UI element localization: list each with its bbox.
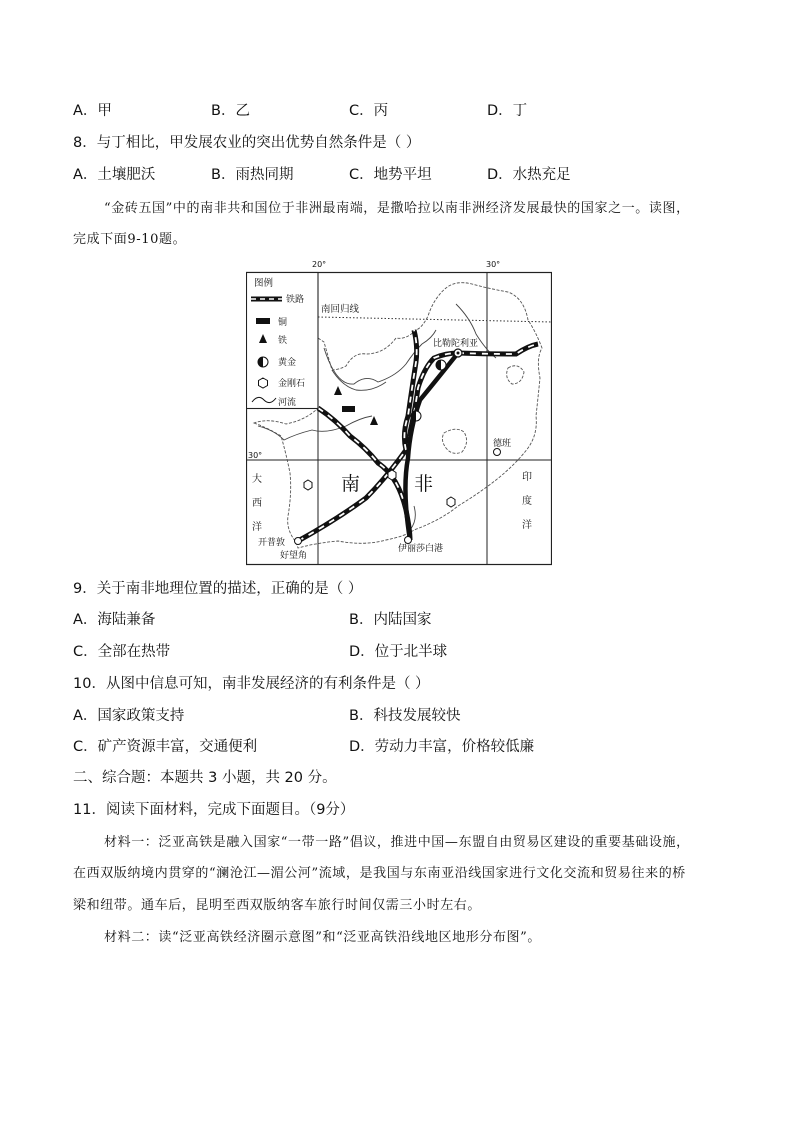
legend-gold-label: 黄金 xyxy=(278,358,297,368)
q7-option-d: D．丁 xyxy=(487,103,528,119)
q10-stem: 10．从图中信息可知，南非发展经济的有利条件是（ ） xyxy=(73,676,430,692)
capetown-marker xyxy=(295,538,302,545)
indian-label-2: 度 xyxy=(522,496,532,507)
q9-option-d: D．位于北半球 xyxy=(349,644,448,660)
q11-material-2: 材料二：读“泛亚高铁经济圈示意图”和“泛亚高铁沿线地区地形分布图”。 xyxy=(104,930,541,945)
q7-option-a: A．甲 xyxy=(73,103,112,119)
legend-copper-label: 铜 xyxy=(278,318,288,328)
durban-marker xyxy=(494,449,501,456)
legend-diamond-label: 金刚石 xyxy=(278,379,306,389)
q10-option-c: C．矿产资源丰富，交通便利 xyxy=(73,739,258,755)
indian-label-1: 印 xyxy=(522,472,532,483)
q9-stem: 9．关于南非地理位置的描述，正确的是（ ） xyxy=(73,581,363,597)
legend-rail-label: 铁路 xyxy=(286,295,305,305)
atlantic-label-1: 大 xyxy=(252,474,262,485)
q11-material-1-line-2: 在西双版纳境内贯穿的“澜沧江—湄公河”流域，是我国与东南亚沿线国家进行文化交流和贸易往来的桥 xyxy=(73,866,686,881)
legend-iron-label: 铁 xyxy=(278,336,288,346)
pretoria-label: 比勒陀利亚 xyxy=(433,339,479,349)
lon-30-label: 30° xyxy=(486,260,501,269)
q9-option-a: A．海陆兼备 xyxy=(73,612,156,628)
diamond-symbol xyxy=(447,497,455,507)
copper-symbol xyxy=(342,406,355,412)
atlantic-label-3: 洋 xyxy=(252,522,262,533)
q11-material-1-line-3: 梁和纽带。通车后，昆明至西双版纳客车旅行时间仅需三小时左右。 xyxy=(73,898,482,913)
q8-option-b: B．雨热同期 xyxy=(211,167,294,183)
legend-title: 图例 xyxy=(254,278,274,289)
cape-good-hope-label: 好望角 xyxy=(280,551,308,561)
q8-option-a: A．土壤肥沃 xyxy=(73,167,156,183)
port-elizabeth-marker xyxy=(405,537,412,544)
atlantic-label-2: 西 xyxy=(252,498,262,509)
q7-option-c: C．丙 xyxy=(349,103,389,119)
q8-option-d: D．水热充足 xyxy=(487,167,571,183)
gold-symbol xyxy=(411,411,421,421)
indian-label-3: 洋 xyxy=(522,520,532,531)
lat-30-label: 30° xyxy=(248,451,263,460)
legend-river-label: 河流 xyxy=(278,398,297,408)
q10-option-a: A．国家政策支持 xyxy=(73,708,185,724)
section-2-heading: 二、综合题：本题共 3 小题，共 20 分。 xyxy=(73,770,337,786)
intro-line-1: “金砖五国”中的南非共和国位于非洲最南端，是撒哈拉以南非洲经济发展最快的国家之一。读图， xyxy=(104,201,690,216)
q10-option-b: B．科技发展较快 xyxy=(349,708,461,724)
q9-option-b: B．内陆国家 xyxy=(349,612,432,628)
q10-option-d: D．劳动力丰富，价格较低廉 xyxy=(349,739,535,755)
q11-material-1-line-1: 材料一：泛亚高铁是融入国家“一带一路”倡议，推进中国—东盟自由贸易区建设的重要基础设施， xyxy=(104,835,690,850)
q8-stem: 8．与丁相比，甲发展农业的突出优势自然条件是（ ） xyxy=(73,135,421,151)
gold-symbol xyxy=(436,360,446,370)
tropic-label: 南回归线 xyxy=(321,304,360,315)
diamond-symbol xyxy=(388,470,396,480)
q8-option-c: C．地势平坦 xyxy=(349,167,432,183)
q7-option-b: B．乙 xyxy=(211,103,250,119)
country-label-2: 非 xyxy=(414,473,434,495)
port-elizabeth-label: 伊丽莎白港 xyxy=(398,544,444,554)
capetown-label: 开普敦 xyxy=(258,538,286,548)
q9-option-c: C．全部在热带 xyxy=(73,644,171,660)
diamond-symbol xyxy=(304,480,312,490)
country-label-1: 南 xyxy=(341,473,361,495)
durban-label: 德班 xyxy=(493,439,512,449)
q11-stem: 11．阅读下面材料，完成下面题目。（9分） xyxy=(73,802,355,818)
south-africa-map xyxy=(246,258,552,566)
lon-20-label: 20° xyxy=(312,260,327,269)
intro-line-2: 完成下面9-10题。 xyxy=(73,232,187,247)
